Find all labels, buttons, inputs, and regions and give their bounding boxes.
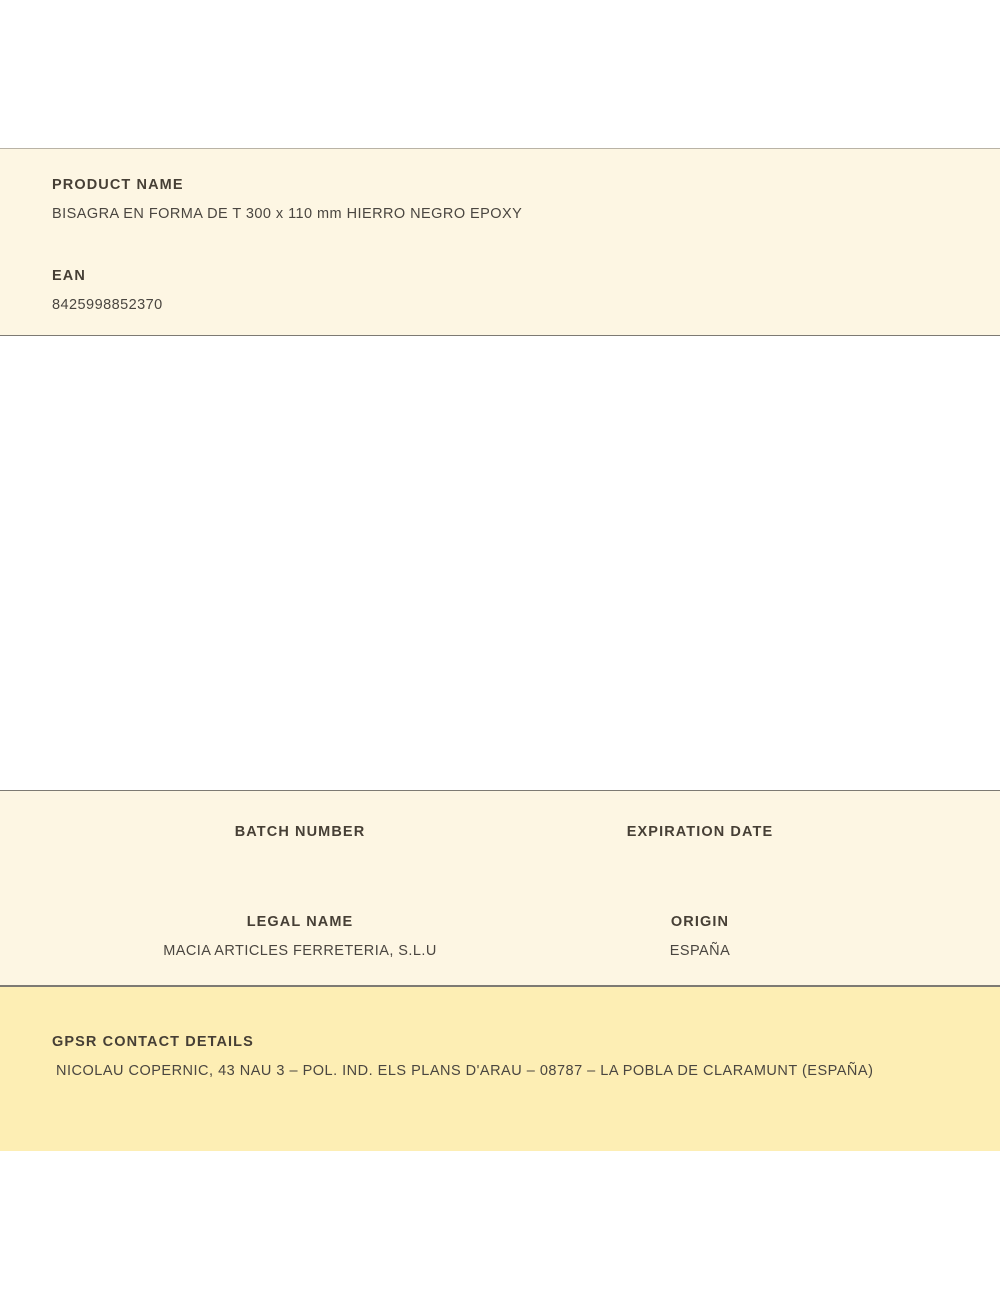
gpsr-contact-value: NICOLAU COPERNIC, 43 NAU 3 – POL. IND. ELS PLANS D'ARAU – 08787 – LA POBLA DE CLARAMUNT (ESPAÑA)	[56, 1063, 874, 1079]
gpsr-contact-section	[0, 986, 1000, 1151]
ean-value: 8425998852370	[52, 297, 163, 313]
bottom-margin-area	[0, 1151, 1000, 1300]
traceability-section	[0, 790, 1000, 986]
legal-name-label: LEGAL NAME	[246, 914, 354, 930]
batch-number-label: BATCH NUMBER	[234, 824, 366, 840]
expiration-date-label: EXPIRATION DATE	[626, 824, 774, 840]
origin-label: ORIGIN	[670, 914, 730, 930]
gpsr-contact-label: GPSR CONTACT DETAILS	[52, 1034, 254, 1050]
blank-content-area	[0, 336, 1000, 790]
origin-value: ESPAÑA	[669, 943, 731, 959]
product-info-section	[0, 148, 1000, 336]
product-name-label: PRODUCT NAME	[52, 177, 184, 193]
product-name-value: BISAGRA EN FORMA DE T 300 x 110 mm HIERRO NEGRO EPOXY	[52, 206, 523, 222]
ean-label: EAN	[52, 268, 86, 284]
legal-name-value: MACIA ARTICLES FERRETERIA, S.L.U	[163, 943, 437, 959]
